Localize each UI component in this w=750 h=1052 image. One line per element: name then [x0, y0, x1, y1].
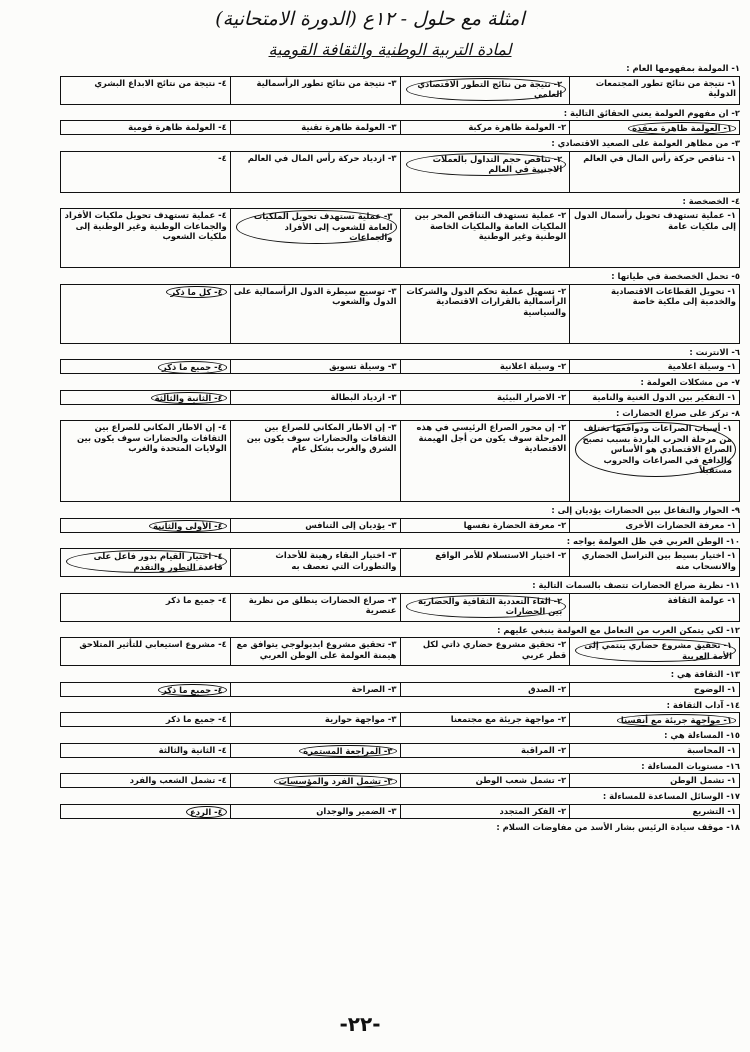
answer-option	[230, 285, 400, 343]
option-text: ٤- جميع ما ذكر	[165, 594, 227, 605]
option-text: ٢- عملية تستهدف التناقص المحر بين الملكيات العامة والملكيات الخاصة الوطنية وغير الوطنية	[414, 210, 567, 241]
answer-option	[230, 360, 400, 373]
answer-option	[400, 285, 570, 343]
option-text: ٣- يؤديان إلى التنافس	[305, 519, 397, 530]
circled-answer: ٤- جميع ما ذكر	[158, 684, 227, 696]
circled-answer: ٤- الثانية والثالثة	[151, 392, 227, 404]
answer-options-row	[60, 518, 740, 533]
option-text: ٤- الثانية والثالثة	[158, 744, 227, 755]
option-text: ٣- اختيار البقاء رهينة للأحداث والتطورات التي تعصف به	[275, 550, 397, 571]
option-text: ٢- معرفة الحضارة نفسها	[463, 519, 567, 530]
question-title: ٥- تحمل الخصخصة في طياتها :	[611, 271, 740, 281]
answer-options-row	[60, 804, 740, 819]
circled-answer: ١- مواجهة جريئة مع أنفسنا	[617, 714, 736, 726]
answer-option	[569, 549, 739, 576]
answer-option	[61, 421, 230, 501]
option-text: ٣- تحقيق مشروع ايديولوجي يتوافق مع هيمنة العولمة على الوطن العربي	[236, 639, 397, 660]
option-text: ١- عملية تستهدف تحويل رأسمال الدول إلى ملكيات عامة	[574, 210, 736, 231]
option-text: ٤- تشمل الشعب والفرد	[129, 775, 227, 785]
question-title: ١٦- مستويات المساءلة :	[641, 760, 740, 771]
answer-options-row	[60, 359, 740, 374]
answer-option	[400, 713, 570, 726]
answer-option	[230, 421, 400, 501]
option-text: ١- وسيلة اعلامية	[667, 361, 736, 371]
option-text: ٢- إن محور الصراع الرئيسي في هذه المرحلة سوف يكون من أجل الهيمنة الاقتصادية	[416, 422, 567, 453]
option-text: ٣- نتيجة من نتائج تطور الرأسمالية	[256, 77, 397, 88]
answer-option	[61, 549, 230, 576]
answer-option	[569, 594, 739, 621]
answer-option	[61, 121, 230, 134]
page-number: -٢٢-	[339, 1012, 381, 1036]
answer-option	[61, 594, 230, 621]
circled-answer: ٢- نتيجة من نتائج التطور الاقتصادي العلمي	[406, 78, 567, 101]
question-title: ٩- الحوار والتفاعل بين الحضارات يؤديان إلى :	[551, 505, 740, 515]
answer-option	[61, 805, 230, 818]
option-text: ٣- مواجهة حوارية	[324, 714, 397, 724]
circled-answer: ١- أسباب الصراعات ودوافعها تختلف من مرحلة الحرب الباردة بسبب تصبح الصراع الاقتصادي هو الأساس والدافع في الصراعات والحروب مستقبلاً	[575, 422, 736, 477]
answer-options-row	[60, 743, 740, 758]
answer-option	[569, 421, 739, 501]
option-text: ٢- وسيلة اعلانية	[499, 361, 567, 371]
answer-option	[400, 744, 570, 757]
question-title: ١١- نظرية صراع الحضارات تتصف بالسمات التالية :	[532, 580, 740, 590]
answer-option	[230, 774, 400, 787]
question-title: ٧- من مشكلات العولمة :	[640, 377, 740, 387]
option-text: ٤- إن الاطار المكاني للصراع بين الثقافات والحضارات سوف يكون بين الولايات المتحدة والغرب	[76, 422, 227, 453]
answer-options-row	[60, 773, 740, 788]
answer-option	[230, 121, 400, 134]
answer-option	[230, 152, 400, 192]
circled-answer: ٣- المراجعة المستمرة	[299, 745, 396, 757]
answer-option	[400, 360, 570, 373]
answer-option	[569, 519, 739, 532]
option-text: ٣- الصراحة	[351, 683, 397, 694]
answer-option	[61, 713, 230, 726]
circled-answer: ٤- الردع	[186, 806, 227, 818]
option-text: ٢- الفكر المتجدد	[499, 805, 567, 816]
circled-answer: ٢- الغاء التعددية الثقافية والحضارية بين الحضارات	[406, 595, 567, 618]
option-text: ٢- العولمة ظاهرة مركبة	[468, 122, 567, 132]
answer-option	[569, 805, 739, 818]
option-text: ١- عولمة الثقافة	[667, 594, 736, 605]
answer-option	[230, 594, 400, 621]
option-text: ٤- جميع ما ذكر	[165, 714, 227, 724]
answer-options-row	[60, 593, 740, 622]
answer-options-row	[60, 420, 740, 502]
answer-option	[230, 391, 400, 404]
answer-options-row	[60, 548, 740, 577]
answer-options-row	[60, 208, 740, 268]
question-title: ٢- ان مفهوم العولمة يعني الحقائق التالية :	[563, 107, 740, 118]
circled-answer: ٣- تشمل الفرد والمؤسسات	[274, 775, 396, 787]
option-text: ٣- العولمة ظاهرة تقنية	[301, 122, 397, 132]
answer-option	[400, 805, 570, 818]
option-text: ٣- إن الاطار المكاني للصراع بين الثقافات والحضارات سوف يكون بين الشرق والغرب بشكل عام	[246, 422, 397, 453]
option-text: ٤- نتيجة من نتائج الابداع البشري	[94, 77, 227, 88]
answer-option	[400, 549, 570, 576]
answer-option	[230, 744, 400, 757]
answer-options-row	[60, 151, 740, 193]
answer-option	[569, 713, 739, 726]
question-title: ١- المولمة بمفهومها العام :	[626, 63, 740, 73]
option-text: ٣- الضمير والوجدان	[316, 805, 397, 816]
option-text: ١- التشريع	[692, 805, 736, 816]
answer-option	[61, 285, 230, 343]
option-text: ٣- ازدياد حركة رأس المال في العالم	[247, 152, 397, 163]
answer-option	[400, 774, 570, 787]
option-text: ١- المحاسبة	[686, 744, 736, 755]
question-title: ٤- الخصخصة :	[682, 195, 740, 206]
option-text: ٤-	[218, 152, 227, 163]
option-text: ٢- المراقبة	[521, 744, 567, 755]
option-text: ٢- تحقيق مشروع حضاري ذاتي لكل قطر عربي	[422, 639, 567, 660]
answer-option	[400, 209, 570, 267]
answer-option	[230, 549, 400, 576]
option-text: ١- معرفة الحضارات الأخرى	[625, 519, 736, 530]
answer-option	[230, 209, 400, 267]
question-title: ١٧- الوسائل المساعدة للمساءلة :	[602, 791, 740, 801]
answer-option	[569, 152, 739, 192]
answer-options-row	[60, 712, 740, 727]
answer-option	[400, 683, 570, 696]
circled-answer: ١- تحقيق مشروع حضاري ينتمي إلى الأمة العربية	[575, 639, 736, 662]
answer-options-row	[60, 76, 740, 105]
answer-option	[61, 744, 230, 757]
answer-option	[569, 683, 739, 696]
circled-answer: ١- العولمة ظاهرة معقدة	[628, 122, 736, 134]
answer-option	[400, 594, 570, 621]
circled-answer: ٤- الأولى والثانية	[149, 520, 227, 532]
answer-option	[569, 209, 739, 267]
answer-option	[400, 121, 570, 134]
option-text: ١- التفكير بين الدول الغنية والنامية	[592, 391, 736, 402]
answer-option	[569, 285, 739, 343]
answer-options-row	[60, 390, 740, 405]
answer-options-row	[60, 682, 740, 697]
answer-option	[569, 391, 739, 404]
option-text: ٣- وسيلة تسويق	[329, 361, 397, 371]
page-header-subtitle: لمادة التربية الوطنية والثقافة القومية	[268, 40, 512, 59]
answer-option	[61, 391, 230, 404]
question-title: ١٨- موقف سيادة الرئيس بشار الأسد من مفاوضات السلام :	[496, 821, 740, 832]
question-title: ١٢- لكي يتمكن العرب من التعامل مع العولمة ينبغي عليهم :	[497, 624, 740, 635]
option-text: ٢- الاضرار البيئية	[496, 391, 567, 402]
circled-answer: ٤- كل ما ذكر	[166, 286, 226, 299]
option-text: ١- تناقص حركة رأس المال في العالم	[583, 152, 736, 163]
answer-option	[569, 121, 739, 134]
option-text: ١- الوضوح	[693, 683, 736, 694]
answer-option	[61, 774, 230, 787]
answer-option	[400, 638, 570, 665]
answer-option	[569, 360, 739, 373]
answer-option	[230, 519, 400, 532]
answer-options-row	[60, 637, 740, 666]
circled-answer: ٤- اختيار القيام بدور فاعل على قاعدة التطور والتقدم	[66, 550, 227, 573]
question-title: ١٤- آداب الثقافة :	[666, 699, 740, 710]
answer-option	[230, 683, 400, 696]
answer-option	[569, 77, 739, 104]
question-title: ١٠- الوطن العربي في ظل العولمة يواجه :	[566, 535, 740, 546]
answer-option	[569, 638, 739, 665]
circled-answer: ٤- جميع ما ذكر	[158, 361, 227, 373]
answer-option	[61, 152, 230, 192]
answer-option	[61, 209, 230, 267]
option-text: ١- نتيجة من نتائج تطور المجتمعات الدولية	[595, 77, 736, 98]
answer-option	[400, 77, 570, 104]
questions-list	[60, 62, 740, 837]
answer-option	[400, 519, 570, 532]
option-text: ٣- صراع الحضارات ينطلق من نظرية عنصرية	[248, 594, 397, 615]
answer-option	[400, 421, 570, 501]
answer-option	[61, 77, 230, 104]
answer-option	[61, 638, 230, 665]
question-title: ١٥- المساءلة هي :	[664, 730, 740, 740]
page-header-title: امثلة مع حلول - ١٢ع (الدورة الامتحانية)	[215, 8, 525, 30]
option-text: ٢- مواجهة جريئة مع مجتمعنا	[450, 714, 567, 724]
answer-option	[230, 77, 400, 104]
option-text: ٢- تشمل شعب الوطن	[475, 775, 567, 785]
option-text: ٤- العولمة ظاهرة قومية	[128, 122, 227, 132]
option-text: ١- تشمل الوطن	[670, 775, 736, 785]
circled-answer: ٣- عملية تستهدف تحويل الملكيات العامة للشعوب إلى الأفراد والجماعات	[236, 210, 397, 244]
option-text: ٣- توسيع سيطرة الدول الرأسمالية على الدول والشعوب	[233, 285, 397, 306]
option-text: ٤- مشروع استيعابي للتأثير المتلاحق	[79, 639, 227, 649]
option-text: ١- تحويل القطاعات الاقتصادية والخدمية إلى ملكية خاصة	[611, 285, 736, 306]
answer-option	[569, 744, 739, 757]
option-text: ٢- تسهيل عملية تحكم الدول والشركات الرأسمالية بالقرارات الاقتصادية والسياسية	[406, 285, 567, 317]
question-title: ١٣- الثقافة هي :	[670, 669, 740, 679]
answer-option	[230, 638, 400, 665]
answer-option	[61, 683, 230, 696]
answer-option	[400, 391, 570, 404]
option-text: ٢- اختيار الاستسلام للأمر الواقع	[435, 550, 567, 560]
option-text: ٤- عملية تستهدف تحويل ملكيات الأفراد والجماعات الوطنية وغير الوطنية إلى ملكيات الشعوب	[64, 210, 227, 241]
option-text: ٣- ازدياد البطالة	[330, 391, 397, 402]
question-title: ٣- من مظاهر العولمة على الصعيد الاقتصادي :	[551, 138, 740, 148]
option-text: ٢- الصدق	[528, 683, 567, 694]
answer-option	[230, 713, 400, 726]
blank-answer-space	[60, 833, 740, 837]
answer-option	[230, 805, 400, 818]
answer-option	[400, 152, 570, 192]
answer-option	[569, 774, 739, 787]
answer-option	[61, 519, 230, 532]
answer-option	[61, 360, 230, 373]
circled-answer: ٢- تناقص حجم التداول بالعملات الاجنبية في العالم	[406, 153, 567, 176]
question-title: ٦- الانترنت :	[689, 346, 740, 357]
answer-options-row	[60, 284, 740, 344]
question-title: ٨- تركز على صراع الحضارات :	[615, 407, 740, 418]
option-text: ١- اختيار بسيط بين التراسل الحضاري والانسحاب منه	[581, 550, 736, 571]
answer-options-row	[60, 120, 740, 135]
